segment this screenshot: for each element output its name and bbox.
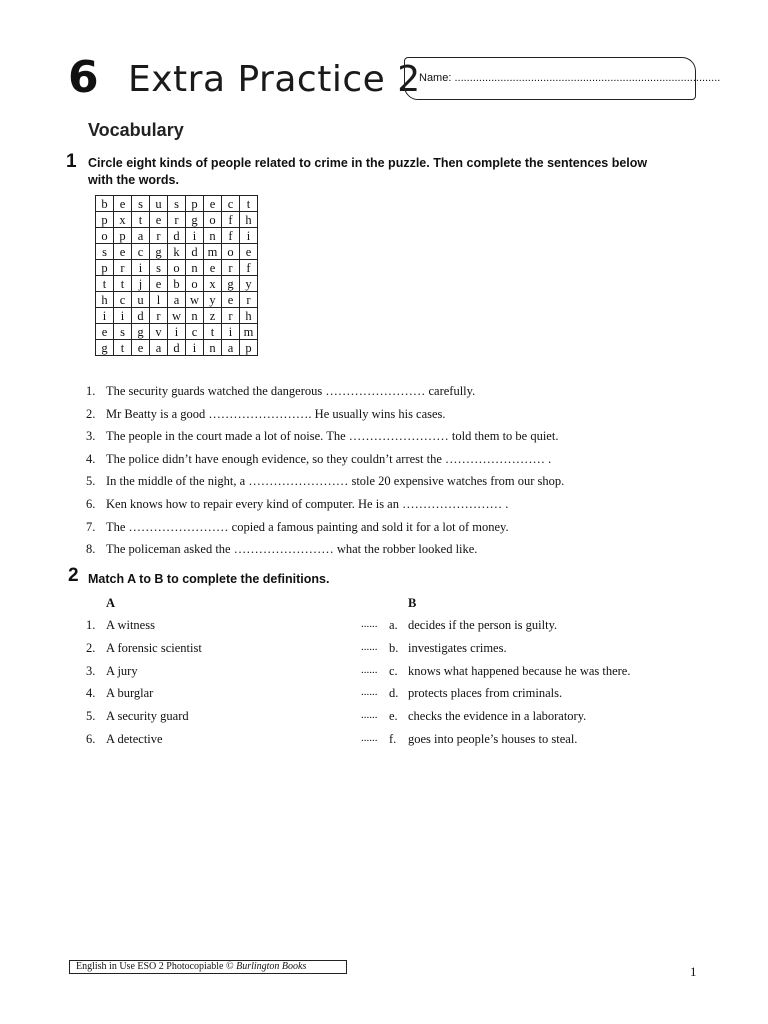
word-search-puzzle[interactable] [95, 195, 258, 356]
puzzle-cell[interactable]: o [186, 276, 204, 292]
puzzle-cell[interactable]: s [150, 260, 168, 276]
puzzle-cell[interactable]: b [96, 196, 114, 212]
match-answer-blank[interactable]: ...... [361, 709, 378, 722]
puzzle-cell[interactable]: s [114, 324, 132, 340]
match-answer-blank[interactable]: ...... [361, 686, 378, 699]
puzzle-cell[interactable]: e [150, 276, 168, 292]
match-letter: b. [389, 640, 399, 655]
puzzle-cell[interactable]: i [186, 340, 204, 356]
puzzle-cell[interactable]: v [150, 324, 168, 340]
puzzle-row [96, 324, 258, 340]
puzzle-cell[interactable]: r [114, 260, 132, 276]
puzzle-cell[interactable]: h [240, 212, 258, 228]
puzzle-cell[interactable]: z [204, 308, 222, 324]
puzzle-cell[interactable]: e [96, 324, 114, 340]
sentence-number: 8. [86, 542, 96, 557]
puzzle-cell[interactable]: t [114, 276, 132, 292]
puzzle-row [96, 340, 258, 356]
exercise-number: 2 [68, 565, 79, 586]
puzzle-cell[interactable]: w [168, 308, 186, 324]
sentence-number: 2. [86, 406, 96, 421]
sentence-text: Mr Beatty is a good ……………………. He usually wins his cases. [106, 406, 446, 421]
match-letter: a. [389, 618, 398, 632]
puzzle-cell[interactable]: n [186, 308, 204, 324]
puzzle-cell[interactable]: k [168, 244, 186, 260]
sentence-item [86, 382, 564, 405]
puzzle-cell[interactable]: e [132, 340, 150, 356]
sentence-item [86, 495, 564, 518]
puzzle-cell[interactable]: y [240, 276, 258, 292]
sentence-list [86, 382, 564, 563]
puzzle-row [96, 244, 258, 260]
match-definition: goes into people’s houses to steal. [408, 732, 578, 746]
match-term: A witness [106, 618, 155, 632]
match-definition: checks the evidence in a laboratory. [408, 709, 587, 724]
footer-text: English in Use ESO 2 Photocopiable © [76, 961, 237, 972]
puzzle-cell[interactable]: g [150, 244, 168, 260]
puzzle-cell[interactable]: u [150, 196, 168, 212]
puzzle-cell[interactable]: m [240, 324, 258, 340]
puzzle-cell[interactable]: u [132, 292, 150, 308]
puzzle-cell[interactable]: x [204, 276, 222, 292]
puzzle-cell[interactable]: x [114, 212, 132, 228]
puzzle-cell[interactable]: i [186, 228, 204, 244]
puzzle-cell[interactable]: a [150, 340, 168, 356]
puzzle-cell[interactable]: l [150, 292, 168, 308]
match-answer-blank[interactable]: ...... [361, 663, 378, 676]
puzzle-cell[interactable]: g [186, 212, 204, 228]
match-row [86, 618, 706, 638]
puzzle-cell[interactable]: c [114, 292, 132, 308]
puzzle-cell[interactable]: i [168, 324, 186, 340]
sentence-number: 5. [86, 474, 96, 489]
puzzle-cell[interactable]: e [114, 196, 132, 212]
puzzle-cell[interactable]: i [114, 308, 132, 324]
puzzle-row [96, 212, 258, 228]
puzzle-cell[interactable]: d [168, 340, 186, 356]
brand-name: Burlington Books [236, 961, 307, 972]
puzzle-row [96, 260, 258, 276]
puzzle-cell[interactable]: p [96, 260, 114, 276]
puzzle-cell[interactable]: r [150, 228, 168, 244]
match-number: 4. [86, 686, 96, 701]
puzzle-row [96, 196, 258, 212]
puzzle-cell[interactable]: e [150, 212, 168, 228]
puzzle-cell[interactable]: p [114, 228, 132, 244]
match-definition: decides if the person is guilty. [408, 618, 558, 632]
sentence-number: 4. [86, 451, 96, 466]
puzzle-cell[interactable]: g [96, 340, 114, 356]
puzzle-cell[interactable]: c [132, 244, 150, 260]
puzzle-cell[interactable]: e [222, 292, 240, 308]
match-answer-blank[interactable]: ...... [361, 640, 378, 653]
puzzle-row [96, 292, 258, 308]
puzzle-cell[interactable]: a [132, 228, 150, 244]
sentence-item [86, 405, 564, 428]
column-a-heading: A [106, 596, 116, 610]
page-number: 1 [690, 964, 697, 979]
puzzle-cell[interactable]: p [186, 196, 204, 212]
puzzle-cell[interactable]: o [222, 244, 240, 260]
footer-copyright [69, 960, 347, 974]
puzzle-cell[interactable]: f [222, 228, 240, 244]
sentence-item [86, 450, 564, 473]
puzzle-cell[interactable]: a [222, 340, 240, 356]
match-answer-blank[interactable]: ...... [361, 618, 378, 630]
puzzle-cell[interactable]: m [204, 244, 222, 260]
sentence-number: 6. [86, 496, 96, 511]
puzzle-cell[interactable]: t [240, 196, 258, 212]
puzzle-cell[interactable]: d [132, 308, 150, 324]
sentence-text: In the middle of the night, a …………………… stole 20 expensive watches from our shop. [106, 474, 565, 489]
puzzle-cell[interactable]: e [114, 244, 132, 260]
match-letter: d. [389, 686, 399, 701]
match-row [86, 709, 706, 729]
match-number: 3. [86, 663, 96, 678]
puzzle-cell[interactable]: i [96, 308, 114, 324]
match-answer-blank[interactable]: ...... [361, 732, 378, 744]
sentence-text: The security guards watched the dangerous …………………… carefully. [106, 384, 476, 398]
section-heading: Vocabulary [88, 120, 184, 140]
match-term: A security guard [106, 709, 189, 724]
match-number: 2. [86, 640, 96, 655]
puzzle-cell[interactable]: f [222, 212, 240, 228]
puzzle-row [96, 308, 258, 324]
puzzle-cell[interactable]: i [240, 228, 258, 244]
puzzle-cell[interactable]: r [168, 212, 186, 228]
puzzle-cell[interactable]: f [240, 260, 258, 276]
puzzle-cell[interactable]: t [132, 212, 150, 228]
puzzle-cell[interactable]: n [186, 260, 204, 276]
exercise-instruction: Match A to B to complete the definitions. [88, 572, 330, 586]
match-definition: investigates crimes. [408, 640, 507, 655]
match-term: A forensic scientist [106, 640, 202, 655]
page-title: Extra Practice 2 [128, 59, 421, 100]
match-letter: c. [389, 663, 398, 678]
match-number: 1. [86, 618, 96, 632]
puzzle-cell[interactable]: c [186, 324, 204, 340]
match-term: A burglar [106, 686, 154, 701]
puzzle-cell[interactable]: g [132, 324, 150, 340]
puzzle-cell[interactable]: e [240, 244, 258, 260]
puzzle-cell[interactable]: e [204, 260, 222, 276]
puzzle-cell[interactable]: j [132, 276, 150, 292]
sentence-text: The policeman asked the …………………… what the robber looked like. [106, 542, 478, 557]
puzzle-cell[interactable]: a [168, 292, 186, 308]
puzzle-cell[interactable]: c [222, 196, 240, 212]
match-number: 6. [86, 732, 96, 746]
puzzle-cell[interactable]: s [132, 196, 150, 212]
puzzle-cell[interactable]: t [114, 340, 132, 356]
puzzle-row [96, 276, 258, 292]
puzzle-cell[interactable]: t [96, 276, 114, 292]
puzzle-cell[interactable]: r [222, 308, 240, 324]
sentence-item [86, 518, 564, 541]
sentence-number: 7. [86, 519, 96, 534]
sentence-number: 3. [86, 429, 96, 444]
match-row [86, 686, 706, 706]
puzzle-cell[interactable]: r [150, 308, 168, 324]
puzzle-cell[interactable]: s [96, 244, 114, 260]
sentence-text: The people in the court made a lot of noise. The …………………… told them to be quiet. [106, 429, 559, 444]
puzzle-cell[interactable]: s [168, 196, 186, 212]
sentence-number: 1. [86, 384, 96, 398]
sentence-item [86, 540, 564, 563]
sentence-text: Ken knows how to repair every kind of computer. He is an …………………… . [106, 496, 509, 511]
puzzle-cell[interactable]: o [96, 228, 114, 244]
puzzle-cell[interactable]: d [186, 244, 204, 260]
puzzle-cell[interactable]: p [240, 340, 258, 356]
sentence-item [86, 472, 564, 495]
puzzle-cell[interactable]: w [186, 292, 204, 308]
puzzle-cell[interactable]: n [204, 228, 222, 244]
puzzle-cell[interactable]: n [204, 340, 222, 356]
name-box[interactable] [404, 57, 721, 100]
puzzle-cell[interactable]: h [240, 308, 258, 324]
unit-number: 6 [68, 52, 99, 103]
puzzle-cell[interactable]: o [168, 260, 186, 276]
column-b-heading: B [408, 596, 417, 610]
match-term: A detective [106, 732, 163, 746]
match-row [86, 732, 706, 752]
puzzle-cell[interactable]: r [222, 260, 240, 276]
puzzle-cell[interactable]: e [204, 196, 222, 212]
match-letter: e. [389, 709, 398, 724]
match-definition: knows what happened because he was there. [408, 663, 631, 678]
puzzle-cell[interactable]: t [204, 324, 222, 340]
puzzle-cell[interactable]: p [96, 212, 114, 228]
sentence-item [86, 427, 564, 450]
puzzle-cell[interactable]: r [240, 292, 258, 308]
puzzle-cell[interactable]: i [222, 324, 240, 340]
puzzle-cell[interactable]: o [204, 212, 222, 228]
match-definition: protects places from criminals. [408, 686, 563, 701]
sentence-text: The …………………… copied a famous painting and sold it for a lot of money. [106, 519, 509, 534]
puzzle-row [96, 228, 258, 244]
sentence-text: The police didn’t have enough evidence, so they couldn’t arrest the …………………… . [106, 451, 552, 466]
exercise-instruction: Circle eight kinds of people related to crime in the puzzle. Then complete the sentences below with the words. [88, 156, 648, 187]
match-term: A jury [106, 663, 138, 678]
puzzle-cell[interactable]: i [132, 260, 150, 276]
match-number: 5. [86, 709, 96, 724]
puzzle-cell[interactable]: d [168, 228, 186, 244]
puzzle-cell[interactable]: h [96, 292, 114, 308]
match-letter: f. [389, 732, 397, 746]
puzzle-cell[interactable]: y [204, 292, 222, 308]
exercise-number: 1 [66, 151, 77, 172]
puzzle-cell[interactable]: g [222, 276, 240, 292]
match-row [86, 641, 706, 661]
puzzle-cell[interactable]: b [168, 276, 186, 292]
match-row [86, 664, 706, 684]
name-label: Name: ....................................................................................... [419, 72, 721, 84]
